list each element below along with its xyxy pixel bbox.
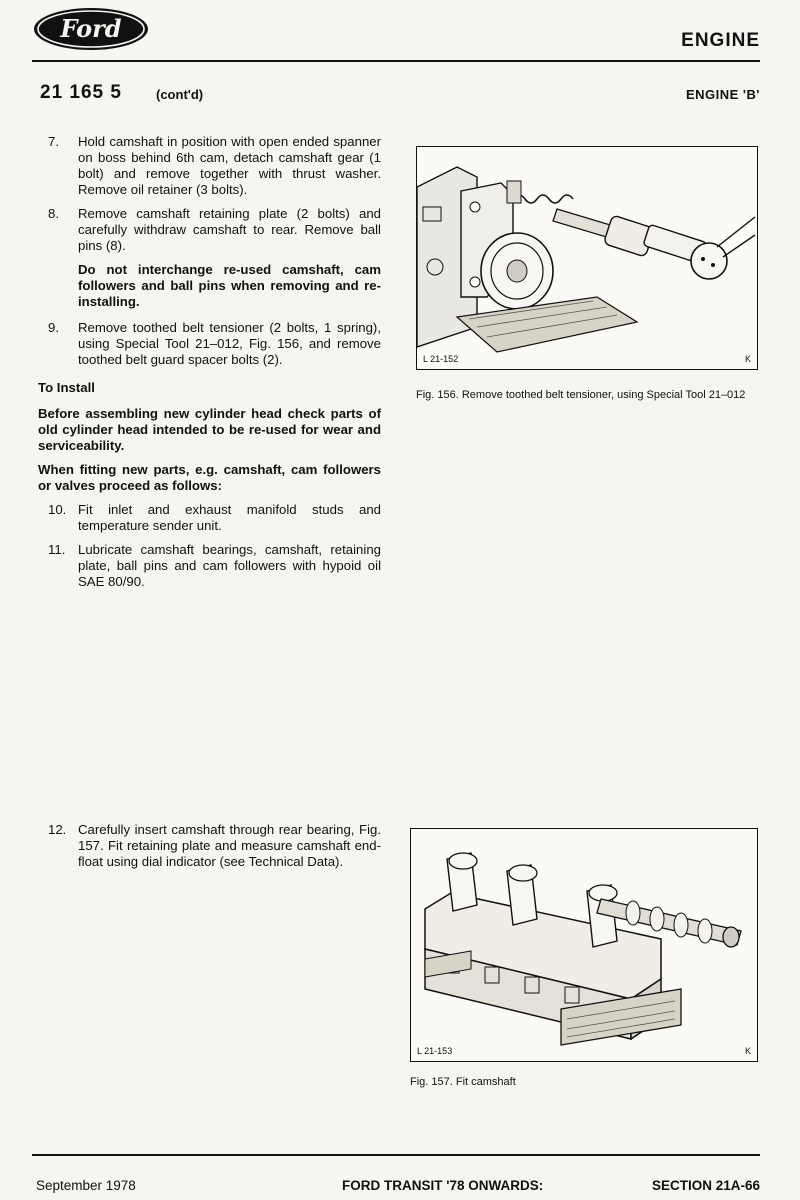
step-7 [38, 134, 381, 198]
figure-156 [416, 146, 758, 370]
step-number: 7. [48, 134, 59, 149]
step-number: 11. [48, 542, 66, 557]
step-text: Remove toothed belt tensioner (2 bolts, 1 spring), using Special Tool 21–012, Fig. 156, and remove toothed belt guard spacer bolts (2). [78, 320, 381, 367]
figure-156-caption: Fig. 156. Remove toothed belt tensioner, using Special Tool 21–012 [416, 389, 746, 401]
step-10 [38, 502, 381, 534]
step-text: Carefully insert camshaft through rear bearing, Fig. 157. Fit retaining plate and measure camshaft end-float using dial indicator (see Technical Data). [78, 822, 381, 869]
instructions-column [38, 134, 381, 598]
step-9 [38, 320, 381, 368]
step-text: Lubricate camshaft bearings, camshaft, retaining plate, ball pins and cam followers with hypoid oil SAE 80/90. [78, 542, 381, 589]
step-text: Fit inlet and exhaust manifold studs and temperature sender unit. [78, 502, 381, 533]
operation-continued: (cont'd) [156, 87, 204, 102]
ford-logo [32, 6, 150, 52]
camshaft-illustration [411, 829, 757, 1061]
install-note-new-parts: When fitting new parts, e.g. camshaft, cam followers or valves proceed as follows: [38, 462, 381, 493]
logo-text: Ford [60, 14, 122, 43]
engine-variant: ENGINE 'B' [685, 87, 760, 102]
step-11 [38, 542, 381, 590]
instructions-column-lower [38, 822, 381, 878]
footer-rule [32, 1154, 760, 1156]
header-rule [32, 60, 760, 62]
step-text: Hold camshaft in position with open ended spanner on boss behind 6th cam, detach camshaft gear (1 bolt) and remove together with thrust washer. Remove oil retainer (3 bolts). [78, 134, 381, 197]
figure-ref: L 21-152 [423, 354, 459, 364]
step-12 [38, 822, 381, 870]
operation-number: 21 165 5 [40, 82, 122, 103]
caution-note: Do not interchange re-used camshaft, cam followers and ball pins when removing and re-installing. [78, 262, 381, 309]
step-text: Remove camshaft retaining plate (2 bolts) and carefully withdraw camshaft to rear. Remove ball pins (8). [78, 206, 381, 253]
to-install-heading: To Install [38, 380, 95, 395]
belt-tensioner-illustration [417, 147, 757, 369]
step-number: 10. [48, 502, 67, 517]
section-title: ENGINE [681, 30, 760, 51]
figure-corner-mark: K [744, 1046, 751, 1056]
install-note-check: Before assembling new cylinder head check parts of old cylinder head intended to be re-used for wear and serviceability. [38, 406, 381, 453]
step-number: 8. [48, 206, 59, 221]
footer-section-number: SECTION 21A-66 [651, 1178, 760, 1193]
figure-157 [410, 828, 758, 1062]
step-number: 9. [48, 320, 59, 335]
step-number: 12. [48, 822, 67, 837]
figure-ref: L 21-153 [417, 1046, 453, 1056]
figure-157-caption: Fig. 157. Fit camshaft [410, 1076, 516, 1088]
step-8 [38, 206, 381, 254]
footer-publication-title: FORD TRANSIT '78 ONWARDS: [342, 1178, 544, 1193]
footer-date: September 1978 [36, 1178, 136, 1193]
figure-corner-mark: K [744, 354, 751, 364]
